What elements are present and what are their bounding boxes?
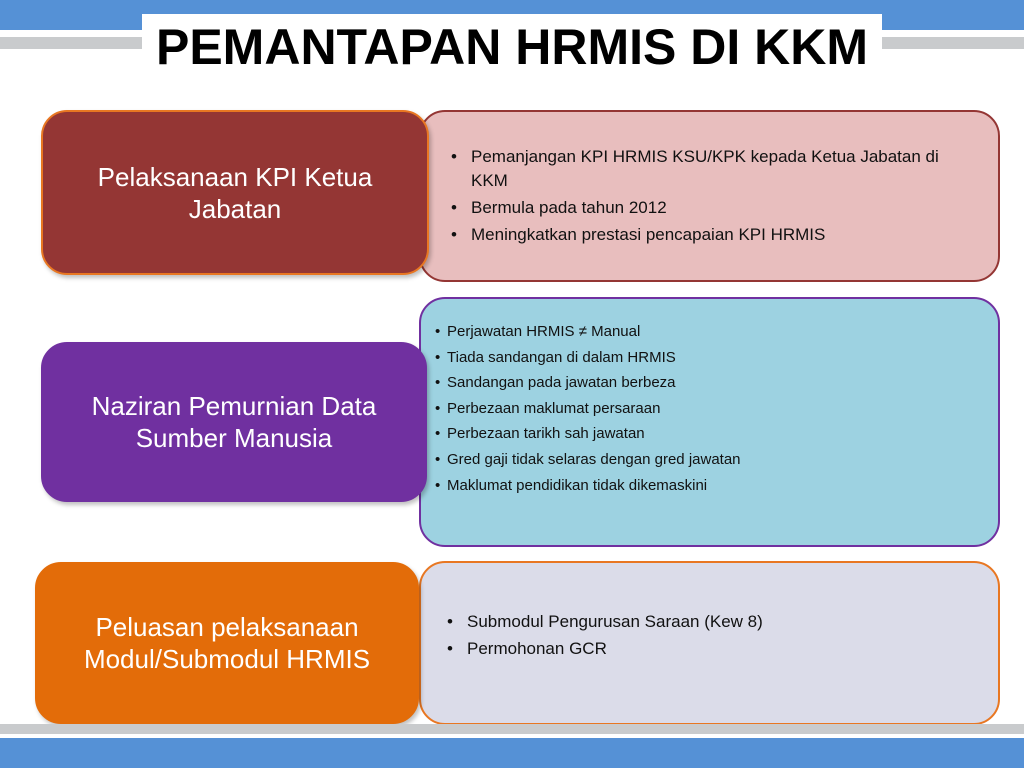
list-item: • Bermula pada tahun 2012 <box>451 196 972 220</box>
list-item: • Submodul Pengurusan Saraan (Kew 8) <box>447 610 972 634</box>
row1-label: Pelaksanaan KPI Ketua Jabatan <box>97 161 373 224</box>
list-item: • Gred gaji tidak selaras dengan gred jawatan <box>435 447 972 473</box>
footer-stripe-gray <box>0 724 1024 734</box>
row3-content-box <box>419 561 1000 725</box>
row1-content-box <box>419 110 1000 282</box>
row2-content-box <box>419 297 1000 547</box>
list-item: • Sandangan pada jawatan berbeza <box>435 370 972 396</box>
row2-label: Naziran Pemurnian Data Sumber Manusia <box>91 391 377 453</box>
footer-band <box>0 738 1024 768</box>
list-item: • Perbezaan maklumat persaraan <box>435 396 972 422</box>
row1-label-box <box>41 110 429 275</box>
list-item: • Tiada sandangan di dalam HRMIS <box>435 345 972 371</box>
list-item: • Maklumat pendidikan tidak dikemaskini <box>435 473 972 499</box>
list-item: • Perjawatan HRMIS ≠ Manual <box>435 319 972 345</box>
row3-bullet-list <box>447 607 972 664</box>
row2-label-box <box>41 342 427 502</box>
list-item: • Pemanjangan KPI HRMIS KSU/KPK kepada Ketua Jabatan di KKM <box>451 145 972 193</box>
row3-label: Peluasan pelaksanaan Modul/Submodul HRMIS <box>83 612 371 674</box>
title-wrap <box>0 14 1024 80</box>
row1-bullet-list <box>451 142 972 250</box>
list-item: • Meningkatkan prestasi pencapaian KPI HRMIS <box>451 223 972 247</box>
row3-label-box <box>35 562 419 724</box>
list-item: • Permohonan GCR <box>447 637 972 661</box>
row2-bullet-list <box>435 319 972 498</box>
list-item: • Perbezaan tarikh sah jawatan <box>435 421 972 447</box>
slide-title: PEMANTAPAN HRMIS DI KKM <box>142 14 882 80</box>
